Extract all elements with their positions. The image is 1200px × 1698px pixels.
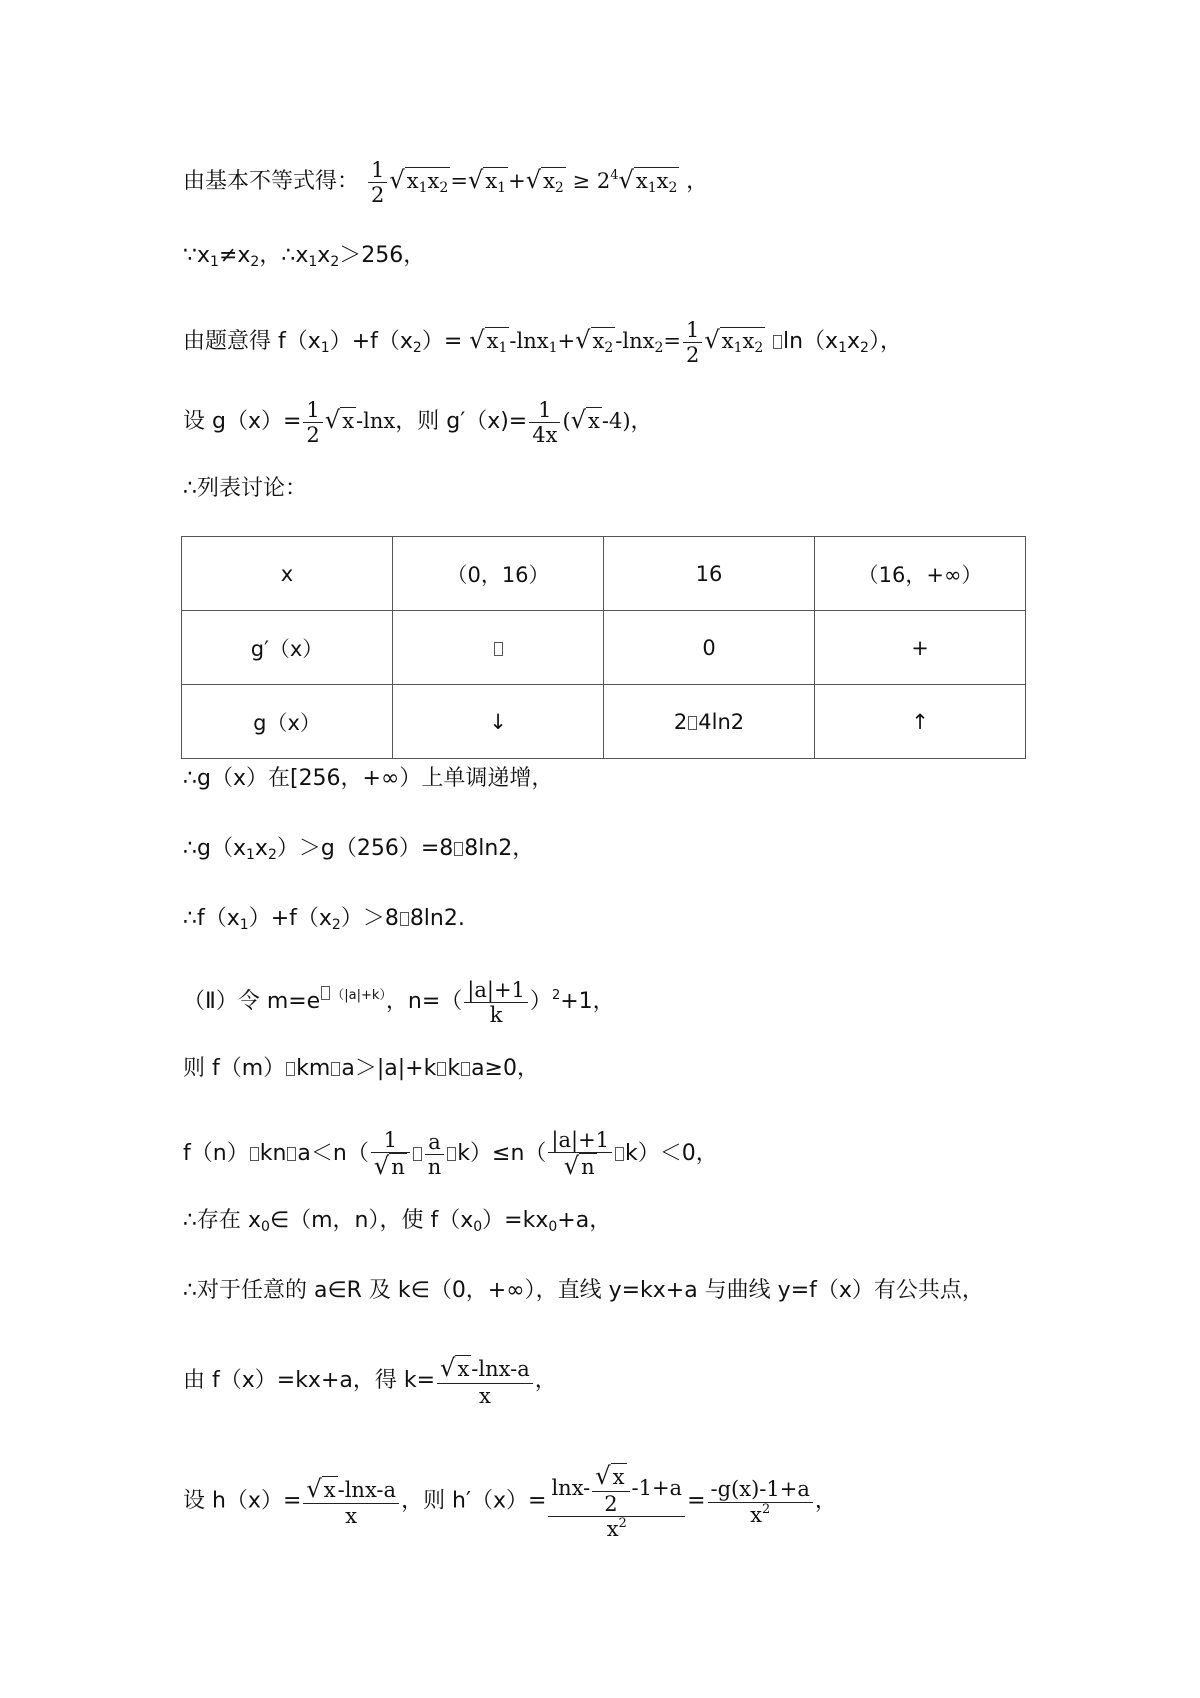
line-f-sum: 由题意得 $f(x_1)+f(x_2)= √x_1-\ln x_1+√x_2-\ln x_2=$ $\frac{1}{2}$ $√x_1x_2$ $\ln(x_1x_2)$， — [183, 318, 902, 368]
line-exists-x0: ∴存在 $x_0\in(m$，n），使 $f(x_0)=kx_0+a$， — [183, 1208, 612, 1235]
missing-glyph-icon — [321, 986, 330, 1000]
sqrt-x1x2: $√x_1x_2$ — [389, 166, 449, 197]
missing-glyph-icon — [400, 912, 409, 926]
monotonicity-table — [181, 536, 1026, 759]
missing-glyph-icon — [447, 1147, 456, 1161]
missing-glyph-icon — [773, 335, 782, 349]
line-conclusion: ∴对于任意的 a∈R 及 k∈（0，+∞），直线 y=kx+a 与曲线 y=f（x）有公共点， — [183, 1278, 984, 1303]
line-g-bound: $\therefore g(x_1x_2)>g(256)=8$ 8ln2， — [183, 836, 535, 863]
missing-glyph-icon — [688, 716, 697, 730]
line-table-intro: ∴列表讨论： — [183, 476, 307, 501]
missing-glyph-icon — [331, 1062, 340, 1076]
table-row: g（x） ↓ 2 4ln2 ↑ — [182, 685, 1026, 759]
fraction-one-half: $\frac{1}{2}$ — [368, 158, 387, 207]
sqrt-x1: $√x_1$ — [467, 166, 507, 197]
line-solve-k: 由 f（x）=kx+a，得 k= $\frac{√x-\ln x-a}{x}$ ， — [183, 1354, 557, 1408]
line-define-g: 设 g（x）= $\frac{1}{2}$ √x-lnx，则 g′（x)= $\frac{1}{4x}$ (√x-4)， — [183, 398, 653, 448]
missing-glyph-icon — [413, 1147, 422, 1161]
table-row: g′（x） 0 + — [182, 611, 1026, 685]
missing-glyph-icon — [494, 642, 503, 656]
missing-glyph-icon — [454, 842, 463, 856]
text: 由基本不等式得： — [183, 169, 360, 195]
line-part-two: （Ⅱ）令 m=e $^{(|a|+k)}$，n=（ $\frac{|a|+1}{k}$ ）$^2$+1， — [183, 978, 615, 1028]
line-f-n: f（n） kn a＜n（ $\frac{1}{√n}$ $\frac{a}{n}$ k）≤n（ $\frac{|a|+1}{√n}$ k）＜0， — [183, 1128, 718, 1181]
sqrt-x2: $√x_2$ — [525, 166, 564, 197]
missing-glyph-icon — [615, 1147, 624, 1161]
missing-glyph-icon — [286, 1062, 295, 1076]
missing-glyph-icon — [437, 1062, 446, 1076]
line-f-m: 则 f（m） km a＞|a|+k k a≥0， — [183, 1056, 539, 1081]
table-row: x （0，16） 16 （16，+∞） — [182, 537, 1026, 611]
line-g-increasing: ∴g（x）在[256，+∞）上单调递增， — [183, 766, 554, 791]
missing-glyph-icon — [250, 1147, 259, 1161]
line-x1-neq-x2: $\because x_1\ne x_2$，$\therefore x_1x_2>256$， — [183, 243, 426, 270]
line-basic-inequality: 由基本不等式得： $\frac{1}{2}$ $√x_1x_2=√x_1+√x_2 \ge 2^4√x_1x_2$ ， — [183, 158, 709, 208]
missing-glyph-icon — [461, 1062, 470, 1076]
missing-glyph-icon — [287, 1147, 296, 1161]
line-define-h: 设 h（x）= $\frac{√x-\ln x-a}{x}$ ，则 h′（x）= lnx- $\frac{√x}{2}$ -1+a $x^2$ = $\frac{-g(x)-1+a}{x^2}$ ， — [183, 1462, 837, 1541]
fourth-root-x1x2: $√x_1x_2$ — [618, 166, 678, 197]
line-f-bound: $\therefore f(x_1)+f(x_2)>8$ 8ln2. — [183, 906, 465, 933]
